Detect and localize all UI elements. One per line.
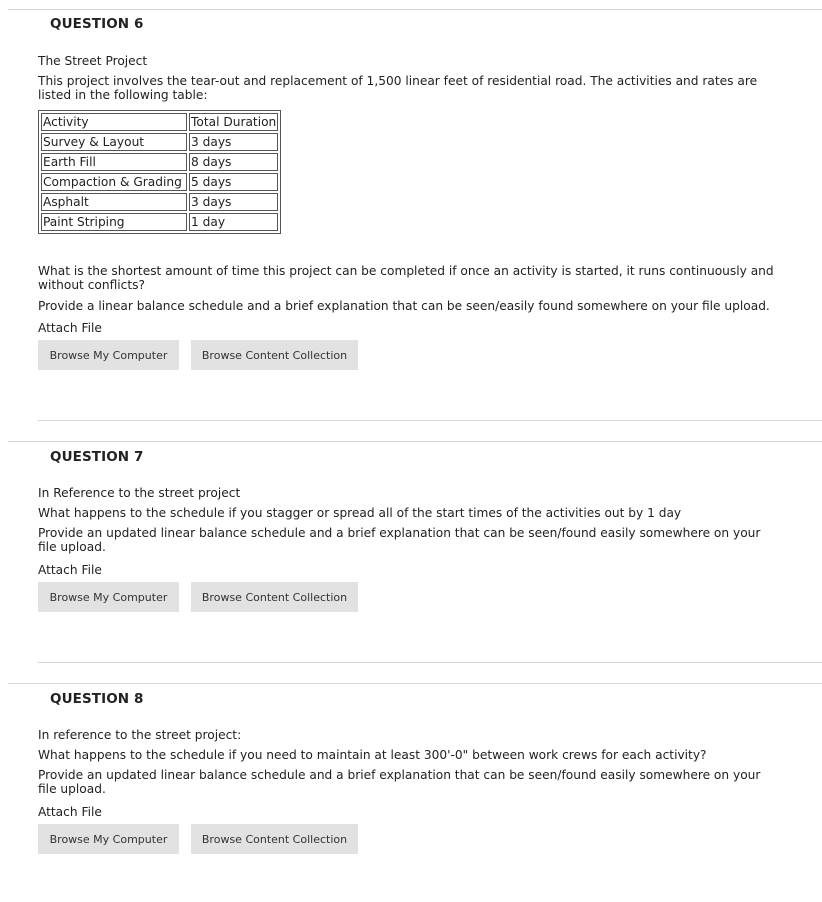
table-row (41, 133, 278, 151)
question-6-intro: This project involves the tear-out and replacement of 1,500 linear feet of residential road. The activities and rates are listed in the following table: (38, 74, 758, 102)
table-row (41, 153, 278, 171)
browse-my-computer-button[interactable]: Browse My Computer (38, 824, 179, 854)
question-8-title: QUESTION 8 (50, 691, 144, 707)
table-row (41, 193, 278, 211)
question-7-divider (8, 441, 822, 442)
question-7-bottom-divider (38, 662, 822, 663)
question-8-line1: In reference to the street project: (38, 728, 242, 742)
question-7-line2: What happens to the schedule if you stagger or spread all of the start times of the activities out by 1 day (38, 506, 682, 520)
browse-content-collection-button[interactable]: Browse Content Collection (191, 582, 358, 612)
browse-my-computer-button[interactable]: Browse My Computer (38, 340, 179, 370)
table-cell-activity: Earth Fill (41, 153, 187, 171)
question-8-instruction: Provide an updated linear balance schedule and a brief explanation that can be seen/found easily somewhere on your file upload. (38, 768, 761, 796)
table-cell-duration: 3 days (189, 133, 278, 151)
question-6-attach-label: Attach File (38, 321, 102, 335)
table-header-row (41, 113, 278, 131)
question-6-bottom-divider (38, 420, 822, 421)
table-cell-activity: Compaction & Grading (41, 173, 187, 191)
table-header-activity: Activity (41, 113, 187, 131)
table-cell-duration: 5 days (189, 173, 278, 191)
question-6-question: What is the shortest amount of time this project can be completed if once an activity is started, it runs continuously and without conflicts? (38, 264, 774, 292)
table-cell-duration: 8 days (189, 153, 278, 171)
question-6-title: QUESTION 6 (50, 16, 144, 32)
question-7-attach-label: Attach File (38, 563, 102, 577)
browse-content-collection-button[interactable]: Browse Content Collection (191, 340, 358, 370)
activity-table (38, 110, 281, 234)
table-row (41, 213, 278, 231)
question-8-divider (8, 683, 822, 684)
browse-my-computer-button[interactable]: Browse My Computer (38, 582, 179, 612)
question-6-heading: The Street Project (38, 54, 148, 68)
table-header-duration: Total Duration (189, 113, 278, 131)
table-cell-duration: 3 days (189, 193, 278, 211)
table-cell-activity: Survey & Layout (41, 133, 187, 151)
table-cell-activity: Paint Striping (41, 213, 187, 231)
question-7-line1: In Reference to the street project (38, 486, 241, 500)
table-cell-activity: Asphalt (41, 193, 187, 211)
question-7-title: QUESTION 7 (50, 449, 144, 465)
question-8-line2: What happens to the schedule if you need to maintain at least 300'-0" between work crews for each activity? (38, 748, 707, 762)
table-cell-duration: 1 day (189, 213, 278, 231)
question-7-instruction: Provide an updated linear balance schedule and a brief explanation that can be seen/found easily somewhere on your file upload. (38, 526, 761, 554)
table-row (41, 173, 278, 191)
browse-content-collection-button[interactable]: Browse Content Collection (191, 824, 358, 854)
question-6-instruction: Provide a linear balance schedule and a brief explanation that can be seen/easily found somewhere on your file upload. (38, 299, 770, 313)
question-6-divider (8, 9, 822, 10)
question-8-attach-label: Attach File (38, 805, 102, 819)
